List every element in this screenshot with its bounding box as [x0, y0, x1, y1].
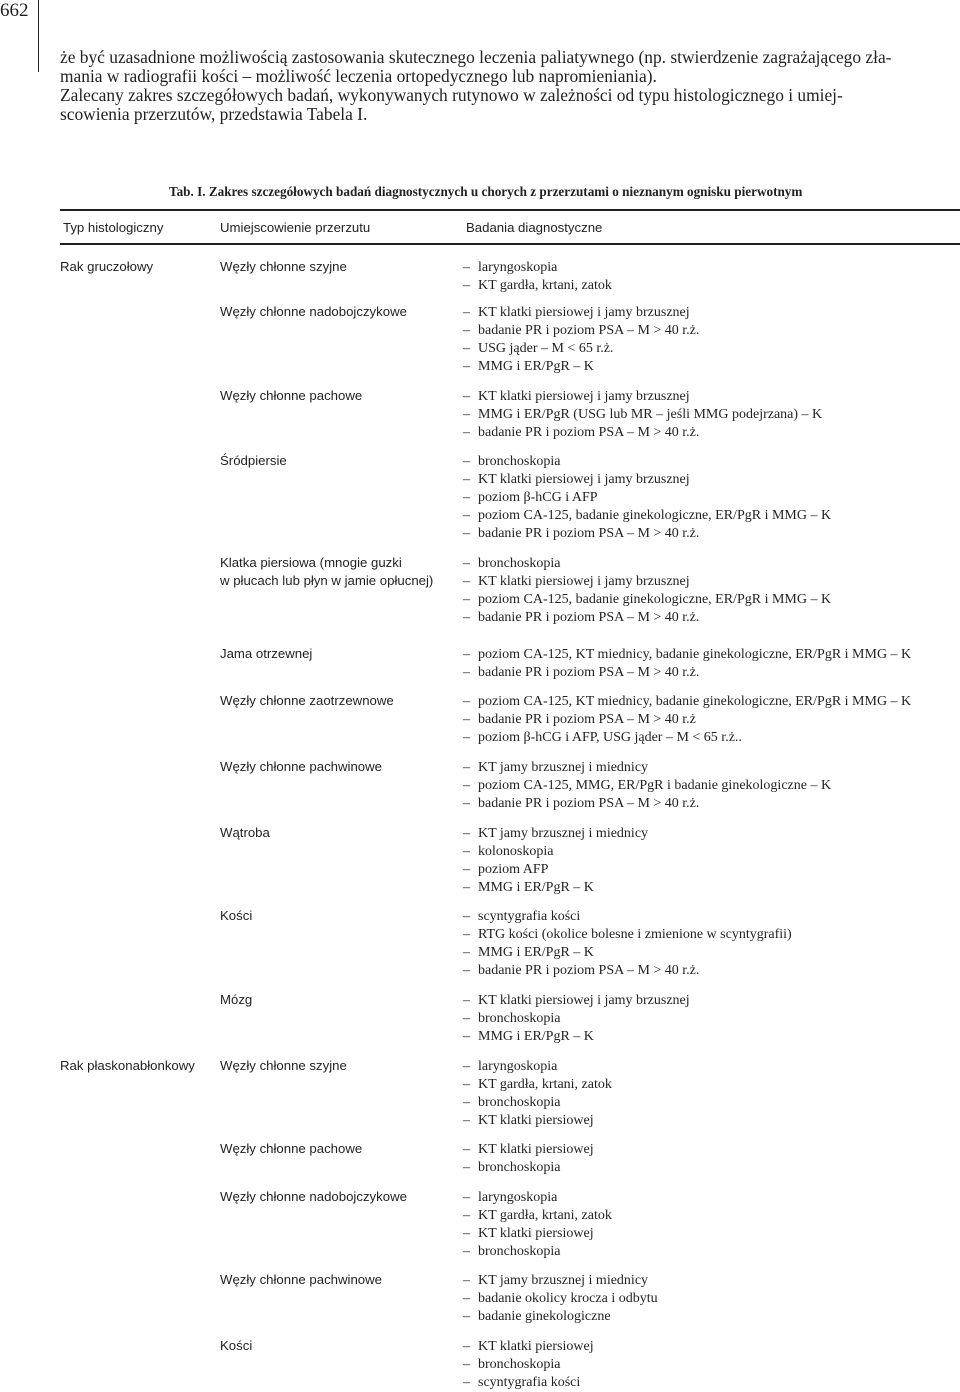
- diagnostic-test-item: [463, 1141, 594, 1159]
- metastasis-site-line: Węzły chłonne szyjne: [220, 1058, 347, 1073]
- metastasis-site-line: Kości: [220, 1338, 253, 1353]
- dash-bullet: –: [463, 963, 470, 979]
- diagnostic-tests-list: [463, 908, 792, 980]
- dash-bullet: –: [463, 490, 470, 506]
- diagnostic-test-item: [463, 729, 911, 747]
- metastasis-site-line: Mózg: [220, 992, 253, 1007]
- metastasis-site: [220, 554, 433, 590]
- metastasis-site: [220, 824, 270, 842]
- diagnostic-test-item: [463, 277, 612, 295]
- diagnostic-test-item: [463, 525, 831, 543]
- intro-paragraph: że być uzasadnione możliwością zastosowania skutecznego leczenia paliatywnego (np. stwierdzenie zagrażającego zła- mania w radiografii kości – możliwość leczenia ortopedycznego lub napromieniania).: [60, 47, 892, 86]
- diagnostic-test-text: scyntygrafia kości: [478, 909, 581, 924]
- dash-bullet: –: [463, 1273, 470, 1288]
- diagnostic-test-item: [463, 1028, 690, 1046]
- metastasis-site-line: Wątroba: [220, 825, 270, 840]
- diagnostic-tests-list: [463, 693, 911, 747]
- diagnostic-test-item: [463, 962, 792, 980]
- diagnostic-test-item: [463, 1356, 594, 1374]
- diagnostic-test-item: [463, 507, 831, 525]
- diagnostic-test-text: bronchoskopia: [478, 1160, 561, 1176]
- metastasis-site-line: w płucach lub płyn w jamie opłucnej): [220, 573, 434, 588]
- diagnostic-test-text: poziom CA-125, KT miednicy, badanie ginekologiczne, ER/PgR i MMG – K: [478, 647, 912, 662]
- dash-bullet: –: [463, 927, 470, 943]
- diagnostic-tests-list: [463, 825, 648, 897]
- dash-bullet: –: [463, 1291, 470, 1307]
- dash-bullet: –: [463, 1113, 470, 1129]
- diagnostic-test-text: MMG i ER/PgR (USG lub MR – jeśli MMG podejrzana) – K: [478, 407, 823, 423]
- dash-bullet: –: [463, 945, 470, 961]
- diagnostic-test-item: [463, 1010, 690, 1028]
- dash-bullet: –: [463, 778, 470, 794]
- page-number: 662: [0, 0, 29, 21]
- diagnostic-test-item: [463, 825, 648, 843]
- diagnostic-test-text: KT klatki piersiowej i jamy brzusznej: [478, 574, 690, 590]
- dash-bullet: –: [463, 341, 470, 357]
- margin-rule: [38, 0, 39, 72]
- diagnostic-test-text: poziom CA-125, badanie ginekologiczne, ER/PgR i MMG – K: [478, 508, 832, 524]
- diagnostic-test-text: KT jamy brzusznej i miednicy: [478, 1273, 649, 1288]
- diagnostic-test-item: [463, 304, 699, 322]
- metastasis-site-line: Kości: [220, 908, 253, 923]
- diagnostic-test-text: badanie PR i poziom PSA – M > 40 r.ż.: [478, 526, 700, 542]
- diagnostic-test-item: [463, 1272, 658, 1290]
- diagnostic-test-text: badanie okolicy krocza i odbytu: [478, 1291, 658, 1307]
- dash-bullet: –: [463, 1208, 470, 1224]
- dash-bullet: –: [463, 1375, 470, 1391]
- diagnostic-test-item: [463, 1189, 612, 1207]
- metastasis-site: [220, 1337, 252, 1355]
- diagnostic-test-item: [463, 471, 831, 489]
- diagnostic-test-item: [463, 259, 612, 277]
- dash-bullet: –: [463, 260, 470, 275]
- diagnostic-test-item: [463, 777, 831, 795]
- diagnostic-test-text: KT jamy brzusznej i miednicy: [478, 760, 649, 775]
- diagnostic-test-item: [463, 795, 831, 813]
- dash-bullet: –: [463, 1160, 470, 1176]
- metastasis-site-line: Jama otrzewnej: [220, 646, 313, 661]
- diagnostic-test-text: KT jamy brzusznej i miednicy: [478, 826, 649, 841]
- diagnostic-test-item: [463, 1112, 612, 1130]
- dash-bullet: –: [463, 472, 470, 488]
- diagnostic-test-item: [463, 1308, 658, 1326]
- diagnostic-test-item: [463, 358, 699, 376]
- diagnostic-test-text: MMG i ER/PgR – K: [478, 359, 594, 375]
- dash-bullet: –: [463, 1095, 470, 1111]
- diagnostic-test-text: poziom CA-125, badanie ginekologiczne, ER/PgR i MMG – K: [478, 592, 832, 608]
- diagnostic-tests-list: [463, 304, 699, 376]
- dash-bullet: –: [463, 796, 470, 812]
- metastasis-site: [220, 452, 287, 470]
- diagnostic-test-text: KT gardła, krtani, zatok: [478, 278, 612, 294]
- diagnostic-test-item: [463, 322, 699, 340]
- dash-bullet: –: [463, 1357, 470, 1373]
- table-caption: Tab. I. Zakres szczegółowych badań diagnostycznych u chorych z przerzutami o nieznanym ognisku pierwotnym: [169, 184, 803, 199]
- diagnostic-test-item: [463, 591, 831, 609]
- diagnostic-test-item: [463, 843, 648, 861]
- dash-bullet: –: [463, 862, 470, 878]
- dash-bullet: –: [463, 592, 470, 608]
- diagnostic-test-text: laryngoskopia: [478, 260, 558, 275]
- header-diagnostic-tests: Badania diagnostyczne: [466, 220, 603, 235]
- histologic-type: Rak płaskonabłonkowy: [60, 1058, 195, 1073]
- dash-bullet: –: [463, 407, 470, 423]
- diagnostic-test-item: [463, 1076, 612, 1094]
- dash-bullet: –: [463, 730, 470, 746]
- diagnostic-test-item: [463, 340, 699, 358]
- metastasis-site: [220, 1140, 362, 1158]
- diagnostic-test-text: KT klatki piersiowej i jamy brzusznej: [478, 472, 690, 488]
- histologic-type: Rak gruczołowy: [60, 259, 154, 274]
- dash-bullet: –: [463, 1309, 470, 1325]
- dash-bullet: –: [463, 665, 470, 681]
- diagnostic-test-item: [463, 609, 831, 627]
- diagnostic-test-text: laryngoskopia: [478, 1059, 558, 1074]
- diagnostic-test-text: KT klatki piersiowej: [478, 1226, 594, 1242]
- diagnostic-test-text: bronchoskopia: [478, 1244, 561, 1260]
- diagnostic-tests-list: [463, 759, 831, 813]
- metastasis-site: [220, 1271, 382, 1289]
- diagnostic-test-item: [463, 555, 831, 573]
- diagnostic-test-text: badanie PR i poziom PSA – M > 40 r.ż.: [478, 963, 700, 979]
- metastasis-site: [220, 387, 362, 405]
- diagnostic-test-text: MMG i ER/PgR – K: [478, 945, 594, 961]
- diagnostic-tests-list: [463, 992, 690, 1046]
- metastasis-site: [220, 1057, 347, 1075]
- diagnostic-test-item: [463, 424, 822, 442]
- dash-bullet: –: [463, 526, 470, 542]
- dash-bullet: –: [463, 1077, 470, 1093]
- diagnostic-test-item: [463, 944, 792, 962]
- dash-bullet: –: [463, 1339, 470, 1354]
- diagnostic-test-item: [463, 693, 911, 711]
- dash-bullet: –: [463, 454, 470, 469]
- dash-bullet: –: [463, 1226, 470, 1242]
- diagnostic-test-text: USG jąder – M < 65 r.ż.: [478, 341, 614, 357]
- metastasis-site: [220, 907, 252, 925]
- diagnostic-test-text: KT klatki piersiowej i jamy brzusznej: [478, 993, 690, 1008]
- diagnostic-test-item: [463, 879, 648, 897]
- diagnostic-tests-list: [463, 388, 822, 442]
- header-histologic-type: Typ histologiczny: [63, 220, 164, 235]
- dash-bullet: –: [463, 359, 470, 375]
- diagnostic-test-item: [463, 1243, 612, 1261]
- diagnostic-test-text: bronchoskopia: [478, 556, 561, 571]
- diagnostic-test-text: scyntygrafia kości: [478, 1375, 581, 1391]
- intro-text: [60, 48, 956, 124]
- dash-bullet: –: [463, 826, 470, 841]
- metastasis-site-line: Węzły chłonne nadobojczykowe: [220, 1189, 407, 1204]
- metastasis-site: [220, 645, 312, 663]
- diagnostic-test-text: bronchoskopia: [478, 1095, 561, 1111]
- diagnostic-test-item: [463, 1094, 612, 1112]
- diagnostic-test-text: KT klatki piersiowej: [478, 1339, 594, 1354]
- diagnostic-test-text: kolonoskopia: [478, 844, 554, 860]
- diagnostic-test-item: [463, 926, 792, 944]
- metastasis-site-line: Węzły chłonne szyjne: [220, 259, 347, 274]
- diagnostic-test-text: badanie PR i poziom PSA – M > 40 r.ż.: [478, 665, 700, 681]
- diagnostic-test-text: poziom AFP: [478, 862, 549, 878]
- diagnostic-test-text: KT klatki piersiowej i jamy brzusznej: [478, 389, 690, 404]
- metastasis-site-line: Klatka piersiowa (mnogie guzki: [220, 555, 402, 570]
- diagnostic-test-item: [463, 573, 831, 591]
- intro-paragraph: Zalecany zakres szczegółowych badań, wykonywanych rutynowo w zależności od typu histologicznego i umiej- scowienia przerzutów, przedstawia Tabela I.: [60, 85, 843, 124]
- dash-bullet: –: [463, 844, 470, 860]
- table-header-rule: [60, 243, 960, 245]
- dash-bullet: –: [463, 574, 470, 590]
- dash-bullet: –: [463, 1190, 470, 1205]
- metastasis-site-line: Węzły chłonne pachwinowe: [220, 1272, 382, 1287]
- diagnostic-test-item: [463, 1207, 612, 1225]
- diagnostic-test-item: [463, 1225, 612, 1243]
- metastasis-site-line: Węzły chłonne pachwinowe: [220, 759, 382, 774]
- metastasis-site: [220, 758, 382, 776]
- dash-bullet: –: [463, 305, 470, 320]
- dash-bullet: –: [463, 323, 470, 339]
- diagnostic-test-text: poziom CA-125, KT miednicy, badanie ginekologiczne, ER/PgR i MMG – K: [478, 694, 912, 709]
- metastasis-site-line: Węzły chłonne pachowe: [220, 388, 363, 403]
- diagnostic-test-item: [463, 908, 792, 926]
- diagnostic-test-item: [463, 1374, 594, 1392]
- metastasis-site: [220, 692, 394, 710]
- diagnostic-test-item: [463, 646, 911, 664]
- diagnostic-tests-list: [463, 259, 612, 295]
- diagnostic-test-text: bronchoskopia: [478, 454, 561, 469]
- dash-bullet: –: [463, 389, 470, 404]
- metastasis-site: [220, 303, 407, 321]
- diagnostic-test-item: [463, 1290, 658, 1308]
- diagnostic-tests-list: [463, 555, 831, 627]
- diagnostic-test-text: bronchoskopia: [478, 1357, 561, 1373]
- metastasis-site-line: Śródpiersie: [220, 453, 287, 468]
- diagnostic-tests-list: [463, 1141, 594, 1177]
- diagnostic-test-item: [463, 992, 690, 1010]
- diagnostic-test-text: badanie PR i poziom PSA – M > 40 r.ż.: [478, 425, 700, 441]
- dash-bullet: –: [463, 993, 470, 1008]
- dash-bullet: –: [463, 278, 470, 294]
- diagnostic-tests-list: [463, 646, 911, 682]
- dash-bullet: –: [463, 1059, 470, 1074]
- metastasis-site: [220, 258, 347, 276]
- diagnostic-test-text: poziom β-hCG i AFP: [478, 490, 598, 506]
- diagnostic-test-text: KT klatki piersiowej: [478, 1142, 594, 1157]
- diagnostic-test-text: badanie ginekologiczne: [478, 1309, 611, 1325]
- diagnostic-test-item: [463, 1058, 612, 1076]
- dash-bullet: –: [463, 425, 470, 441]
- diagnostic-test-text: badanie PR i poziom PSA – M > 40 r.ż.: [478, 610, 700, 626]
- table-top-rule: [60, 209, 960, 211]
- diagnostic-test-text: KT gardła, krtani, zatok: [478, 1077, 612, 1093]
- diagnostic-test-item: [463, 406, 822, 424]
- header-metastasis-site: Umiejscowienie przerzutu: [220, 220, 371, 235]
- diagnostic-tests-list: [463, 1189, 612, 1261]
- diagnostic-test-item: [463, 664, 911, 682]
- metastasis-site-line: Węzły chłonne nadobojczykowe: [220, 304, 407, 319]
- metastasis-site-line: Węzły chłonne pachowe: [220, 1141, 363, 1156]
- dash-bullet: –: [463, 610, 470, 626]
- diagnostic-test-item: [463, 1338, 594, 1356]
- dash-bullet: –: [463, 694, 470, 709]
- diagnostic-test-text: laryngoskopia: [478, 1190, 558, 1205]
- diagnostic-test-text: poziom CA-125, MMG, ER/PgR i badanie ginekologiczne – K: [478, 778, 832, 794]
- diagnostic-test-text: badanie PR i poziom PSA – M > 40 r.ż.: [478, 796, 700, 812]
- metastasis-site: [220, 991, 252, 1009]
- diagnostic-test-text: KT klatki piersiowej: [478, 1113, 594, 1129]
- dash-bullet: –: [463, 909, 470, 924]
- dash-bullet: –: [463, 880, 470, 896]
- dash-bullet: –: [463, 1011, 470, 1027]
- diagnostic-test-text: MMG i ER/PgR – K: [478, 1029, 594, 1045]
- dash-bullet: –: [463, 1142, 470, 1157]
- diagnostic-test-text: poziom β-hCG i AFP, USG jąder – M < 65 r.ż..: [478, 730, 742, 746]
- diagnostic-test-text: RTG kości (okolice bolesne i zmienione w scyntygrafii): [478, 927, 792, 943]
- diagnostic-test-text: KT klatki piersiowej i jamy brzusznej: [478, 305, 690, 320]
- diagnostic-test-item: [463, 489, 831, 507]
- dash-bullet: –: [463, 1244, 470, 1260]
- diagnostic-tests-list: [463, 1272, 658, 1326]
- diagnostic-test-text: bronchoskopia: [478, 1011, 561, 1027]
- diagnostic-test-item: [463, 1159, 594, 1177]
- diagnostic-test-item: [463, 711, 911, 729]
- diagnostic-test-item: [463, 861, 648, 879]
- diagnostic-tests-list: [463, 1058, 612, 1130]
- diagnostic-tests-list: [463, 1338, 594, 1392]
- diagnostic-tests-list: [463, 453, 831, 543]
- dash-bullet: –: [463, 760, 470, 775]
- metastasis-site: [220, 1188, 407, 1206]
- dash-bullet: –: [463, 712, 470, 728]
- diagnostic-test-item: [463, 759, 831, 777]
- dash-bullet: –: [463, 647, 470, 662]
- diagnostic-test-item: [463, 453, 831, 471]
- diagnostic-test-text: badanie PR i poziom PSA – M > 40 r.ż.: [478, 323, 700, 339]
- diagnostic-test-item: [463, 388, 822, 406]
- dash-bullet: –: [463, 556, 470, 571]
- diagnostic-test-text: KT gardła, krtani, zatok: [478, 1208, 612, 1224]
- diagnostic-test-text: badanie PR i poziom PSA – M > 40 r.ż: [478, 712, 696, 728]
- diagnostic-test-text: MMG i ER/PgR – K: [478, 880, 594, 896]
- metastasis-site-line: Węzły chłonne zaotrzewnowe: [220, 693, 394, 708]
- dash-bullet: –: [463, 508, 470, 524]
- dash-bullet: –: [463, 1029, 470, 1045]
